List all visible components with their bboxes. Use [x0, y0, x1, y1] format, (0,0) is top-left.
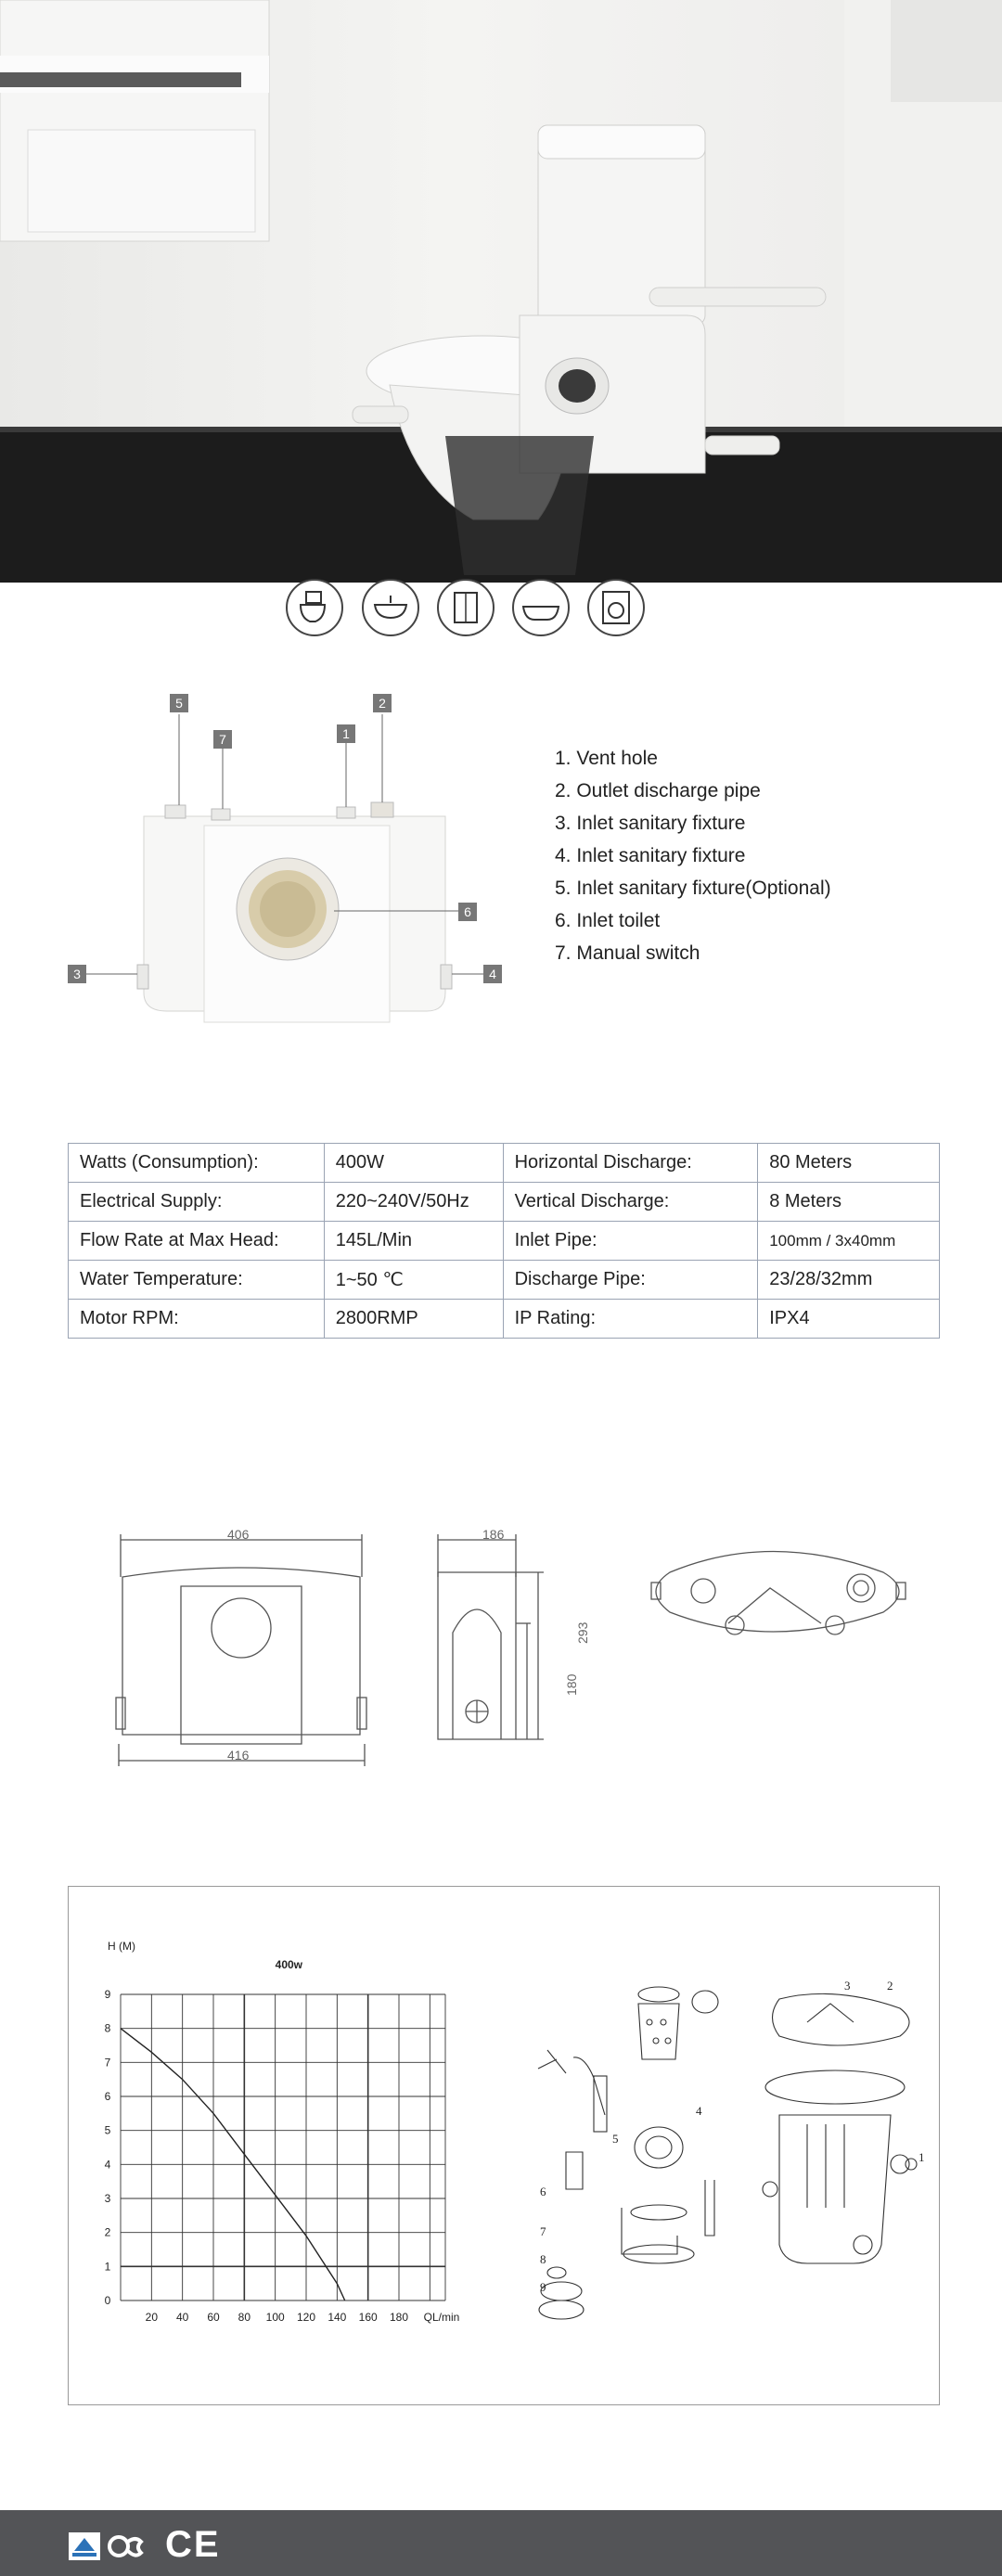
table-row: [69, 1144, 940, 1183]
x-axis-label: QL/min: [423, 2311, 460, 2324]
parts-list: [555, 742, 831, 969]
table-row: [69, 1222, 940, 1261]
parts-list-item: 3. Inlet sanitary fixture: [555, 813, 746, 834]
x-tick-label: 60: [207, 2311, 220, 2324]
table-row: [69, 1261, 940, 1300]
y-tick-label: 8: [104, 2021, 111, 2035]
spec-label: Vertical Discharge:: [503, 1183, 758, 1222]
callout-1: 1: [337, 724, 355, 743]
y-tick-label: 1: [104, 2260, 111, 2274]
spec-value: 400W: [324, 1144, 503, 1183]
spec-value: 1~50 ℃: [324, 1261, 503, 1300]
parts-list-item: 2. Outlet discharge pipe: [555, 780, 761, 801]
spec-label: Flow Rate at Max Head:: [69, 1222, 325, 1261]
toilet-icon: [286, 579, 343, 636]
shower-icon: [437, 579, 495, 636]
callout-4: 4: [483, 965, 502, 983]
spec-value: 220~240V/50Hz: [324, 1183, 503, 1222]
spec-label: Watts (Consumption):: [69, 1144, 325, 1183]
y-tick-label: 7: [104, 2056, 111, 2070]
parts-list-item: 5. Inlet sanitary fixture(Optional): [555, 878, 831, 899]
callout-6: 6: [458, 903, 477, 921]
x-tick-label: 80: [238, 2311, 251, 2324]
spec-label: IP Rating:: [503, 1300, 758, 1339]
parts-list-item: 1. Vent hole: [555, 748, 658, 769]
exploded-label-1: 1: [918, 2150, 925, 2164]
parts-list-item: 4. Inlet sanitary fixture: [555, 845, 746, 866]
x-tick-label: 180: [389, 2311, 409, 2324]
footer-certifications: [0, 2510, 1002, 2576]
spec-value: 8 Meters: [758, 1183, 940, 1222]
spec-label: Horizontal Discharge:: [503, 1144, 758, 1183]
dim-height: 293: [575, 1621, 590, 1644]
washing-machine-icon: [587, 579, 645, 636]
exploded-label-7: 7: [540, 2224, 546, 2238]
x-tick-label: 160: [358, 2311, 378, 2324]
performance-curve-chart: [84, 1940, 482, 2338]
spec-label: Electrical Supply:: [69, 1183, 325, 1222]
ce-mark: CE: [165, 2524, 221, 2565]
y-tick-label: 3: [104, 2192, 111, 2205]
bathtub-icon: [512, 579, 570, 636]
exploded-label-2: 2: [887, 1979, 893, 1993]
y-tick-label: 0: [104, 2294, 111, 2307]
exploded-label-9: 9: [540, 2280, 546, 2294]
spec-value: 145L/Min: [324, 1222, 503, 1261]
spec-value: IPX4: [758, 1300, 940, 1339]
chart-title: 400w: [275, 1958, 303, 1971]
y-tick-label: 9: [104, 1988, 111, 2001]
y-tick-label: 6: [104, 2090, 111, 2103]
dimension-drawings: [102, 1521, 937, 1781]
exploded-view-diagram: [529, 1967, 937, 2338]
specifications-table: [68, 1143, 940, 1339]
callout-3: 3: [68, 965, 86, 983]
dim-depth: 186: [482, 1527, 505, 1542]
spec-label: Discharge Pipe:: [503, 1261, 758, 1300]
gs-mark-icon: [108, 2532, 145, 2560]
exploded-label-5: 5: [612, 2132, 619, 2146]
spec-value: 100mm / 3x40mm: [758, 1222, 940, 1261]
y-tick-label: 4: [104, 2158, 111, 2172]
exploded-label-3: 3: [844, 1979, 851, 1993]
y-axis-label: H (M): [108, 1940, 135, 1953]
dim-inlet-height: 180: [564, 1673, 579, 1696]
parts-list-item: 6. Inlet toilet: [555, 910, 661, 931]
dim-top-width: 406: [227, 1527, 250, 1542]
x-tick-label: 20: [145, 2311, 159, 2324]
x-tick-label: 140: [328, 2311, 347, 2324]
exploded-label-8: 8: [540, 2252, 546, 2266]
callout-5: 5: [170, 694, 188, 712]
x-tick-label: 100: [265, 2311, 285, 2324]
spec-label: Water Temperature:: [69, 1261, 325, 1300]
y-tick-label: 2: [104, 2225, 111, 2239]
spec-label: Inlet Pipe:: [503, 1222, 758, 1261]
table-row: [69, 1183, 940, 1222]
parts-list-item: 7. Manual switch: [555, 942, 700, 964]
exploded-label-6: 6: [540, 2185, 546, 2198]
y-tick-label: 5: [104, 2123, 111, 2137]
spec-label: Motor RPM:: [69, 1300, 325, 1339]
spec-value: 23/28/32mm: [758, 1261, 940, 1300]
hero-illustration: [0, 0, 1002, 583]
x-tick-label: 40: [175, 2311, 189, 2324]
spec-value: 80 Meters: [758, 1144, 940, 1183]
table-row: [69, 1300, 940, 1339]
callout-7: 7: [213, 730, 232, 749]
washbasin-icon: [362, 579, 419, 636]
exploded-label-4: 4: [696, 2104, 702, 2118]
dim-bottom-width: 416: [227, 1748, 250, 1762]
hero-product-photo: [0, 0, 1002, 583]
cert-badge-icon: [67, 2531, 104, 2562]
callout-2: 2: [373, 694, 392, 712]
spec-value: 2800RMP: [324, 1300, 503, 1339]
x-tick-label: 120: [296, 2311, 316, 2324]
parts-diagram: [56, 686, 520, 1039]
